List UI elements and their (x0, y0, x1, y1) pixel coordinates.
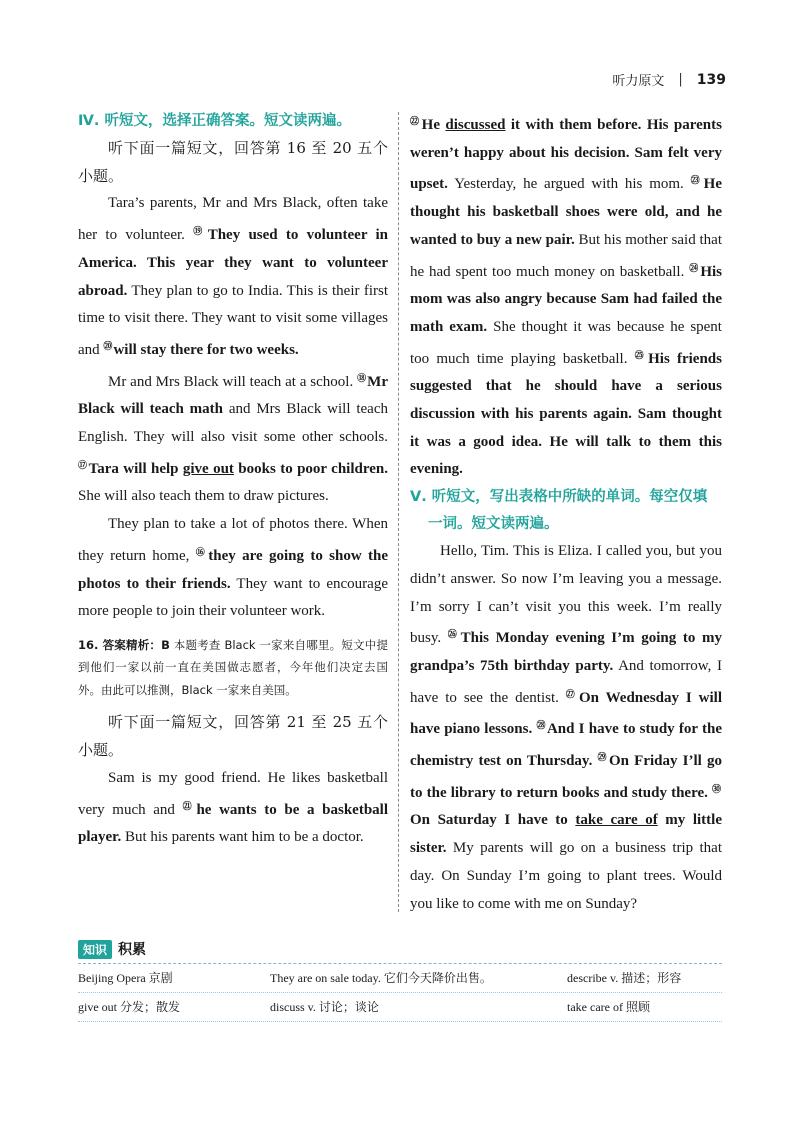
text: it with them before. His parents weren’t happy about his decision. Sam felt very upset. (410, 117, 722, 193)
marker-19: ⑲ (193, 226, 207, 237)
intro-16-20: 听下面一篇短文，回答第 16 至 20 五个小题。 (78, 139, 388, 185)
text: Tara will help (88, 460, 183, 477)
knowledge-heading: 积累 (118, 942, 147, 958)
page-header (612, 70, 726, 89)
marker-20: ⑳ (103, 340, 113, 351)
key-29: On Friday I’ll go to the library to return books and study there. (410, 753, 722, 801)
paragraph-sam-1 (78, 765, 388, 852)
text: Yesterday, he argued with his mom. (447, 176, 691, 193)
paragraph-tara-3 (78, 511, 388, 626)
key-18: Mr Black will teach math (78, 373, 388, 418)
marker-22: ㉒ (410, 116, 421, 126)
knowledge-item: discuss v. 讨论；谈论 (270, 1000, 379, 1014)
knowledge-title (78, 938, 722, 964)
intro-21-25: 听下面一篇短文，回答第 21 至 25 五个小题。 (78, 713, 388, 760)
marker-24: ㉔ (689, 262, 700, 273)
text: But his mother said that he had spent too much money on basketball. (410, 231, 722, 280)
section-5-title-line-1: Ⅴ. 听短文，写出表格中所缺的单词。每空仅填 (410, 489, 708, 506)
knowledge-item: Beijing Opera 京剧 (78, 971, 173, 985)
knowledge-row (78, 993, 722, 1022)
answer-analysis-16 (78, 634, 388, 702)
section-4-title: Ⅳ. 听短文，选择正确答案。短文读两遍。 (78, 113, 351, 129)
marker-29: ㉙ (597, 752, 608, 763)
text: My parents will go on a business trip that day. On Sunday I’m going to plant trees. Would you like to come with me on Sunday? (410, 840, 722, 912)
knowledge-item: They are on sale today. 它们今天降价出售。 (270, 971, 492, 985)
paragraph-tara-2 (78, 365, 388, 512)
left-column (78, 108, 388, 852)
knowledge-item: describe v. 描述；形容 (567, 971, 682, 985)
key-19: They used to volunteer in America. This year they want to volunteer abroad. (78, 227, 388, 299)
key-27: On Wednesday I will have piano lessons. (410, 689, 722, 738)
marker-17: ⑰ (78, 459, 88, 470)
text: and Mrs Black will teach English. They will also visit some other schools. (78, 401, 388, 446)
underlined-word: discussed (445, 117, 506, 133)
key-20: will stay there for two weeks. (113, 341, 299, 358)
paragraph-eliza (410, 538, 722, 918)
marker-28: ㉘ (536, 720, 546, 731)
marker-16: ⑯ (195, 546, 208, 557)
text: They plan to go to India. This is their first time to visit there. They want to visit some villages and (78, 282, 388, 358)
knowledge-box (78, 938, 722, 1022)
text: books to poor children. (233, 460, 388, 477)
key-17 (89, 461, 388, 477)
analysis-label: 16. 答案精析：B (78, 637, 170, 652)
text: He (421, 117, 446, 133)
text (592, 753, 597, 769)
key-23: He thought his basketball shoes were old, and he wanted to buy a new pair. (410, 176, 722, 248)
page-number: 139 (696, 71, 726, 88)
header-section: 听力原文 (612, 74, 665, 89)
analysis-text: 本题考查 Black 一家来自哪里。短文中提到他们一家以前一直在美国做志愿者，今年他们决定去国外。由此可以推测，Black 一家来自美国。 (78, 637, 388, 697)
key-25: His friends suggested that he should have a serious discussion with his parents again. Sam thought it was a good idea. He will talk to them this evening. (410, 350, 722, 478)
marker-25: ㉕ (634, 349, 648, 360)
right-column (410, 108, 722, 918)
knowledge-row (78, 964, 722, 993)
marker-30: ㉚ (711, 783, 721, 794)
key-28: And I have to study for the chemistry test on Thursday. (410, 721, 722, 770)
marker-26: ㉖ (447, 629, 460, 640)
key-24: His mom was also angry because Sam had failed the math exam. (410, 263, 722, 335)
paragraph-tara-1 (78, 190, 388, 364)
text: They want to encourage more people to join their volunteer work. (78, 575, 388, 620)
marker-21: ㉑ (182, 800, 196, 811)
knowledge-badge: 知识 (78, 940, 112, 959)
text: But his parents want him to be a doctor. (121, 829, 364, 846)
key-21: he wants to be a basketball player. (78, 801, 388, 846)
text: She thought it was because he spent too much time playing basketball. (410, 318, 722, 367)
text: She will also teach them to draw pictures. (78, 488, 329, 505)
marker-27: ㉗ (565, 688, 578, 699)
text: They plan to take a lot of photos there. When they return home, (78, 516, 388, 564)
underlined-phrase: take care of (575, 812, 658, 829)
text: Sam is my good friend. He likes basketball very much and (78, 769, 388, 818)
section-5-title-line-2: 一词。短文读两遍。 (428, 516, 559, 533)
knowledge-item: give out 分发；散发 (78, 1000, 180, 1014)
text: And tomorrow, I have to see the dentist. (410, 657, 722, 706)
underlined-phrase: give out (182, 460, 234, 477)
marker-18: ⑱ (357, 372, 367, 383)
knowledge-item: take care of 照顾 (567, 1000, 650, 1014)
paragraph-sam-2 (410, 108, 722, 484)
text: Tara’s parents, Mr and Mrs Black, often take her to volunteer. (78, 195, 388, 244)
key-16: they are going to show the photos to their friends. (78, 547, 388, 592)
marker-23: ㉓ (690, 175, 703, 186)
column-divider (398, 112, 399, 912)
text: Mr and Mrs Black will teach at a school. (108, 373, 358, 390)
text: Hello, Tim. This is Eliza. I called you, but you didn’t answer. So now I’m leaving you a message. I’m sorry I can’t visit you this week. I’m really busy. (410, 543, 722, 647)
key-26: This Monday evening I’m going to my grandpa’s 75th birthday party. (410, 630, 722, 674)
text: On Saturday I have to (410, 812, 576, 829)
header-separator: | (678, 72, 683, 87)
text: my little sister. (410, 812, 722, 857)
section-5-title (410, 484, 722, 538)
